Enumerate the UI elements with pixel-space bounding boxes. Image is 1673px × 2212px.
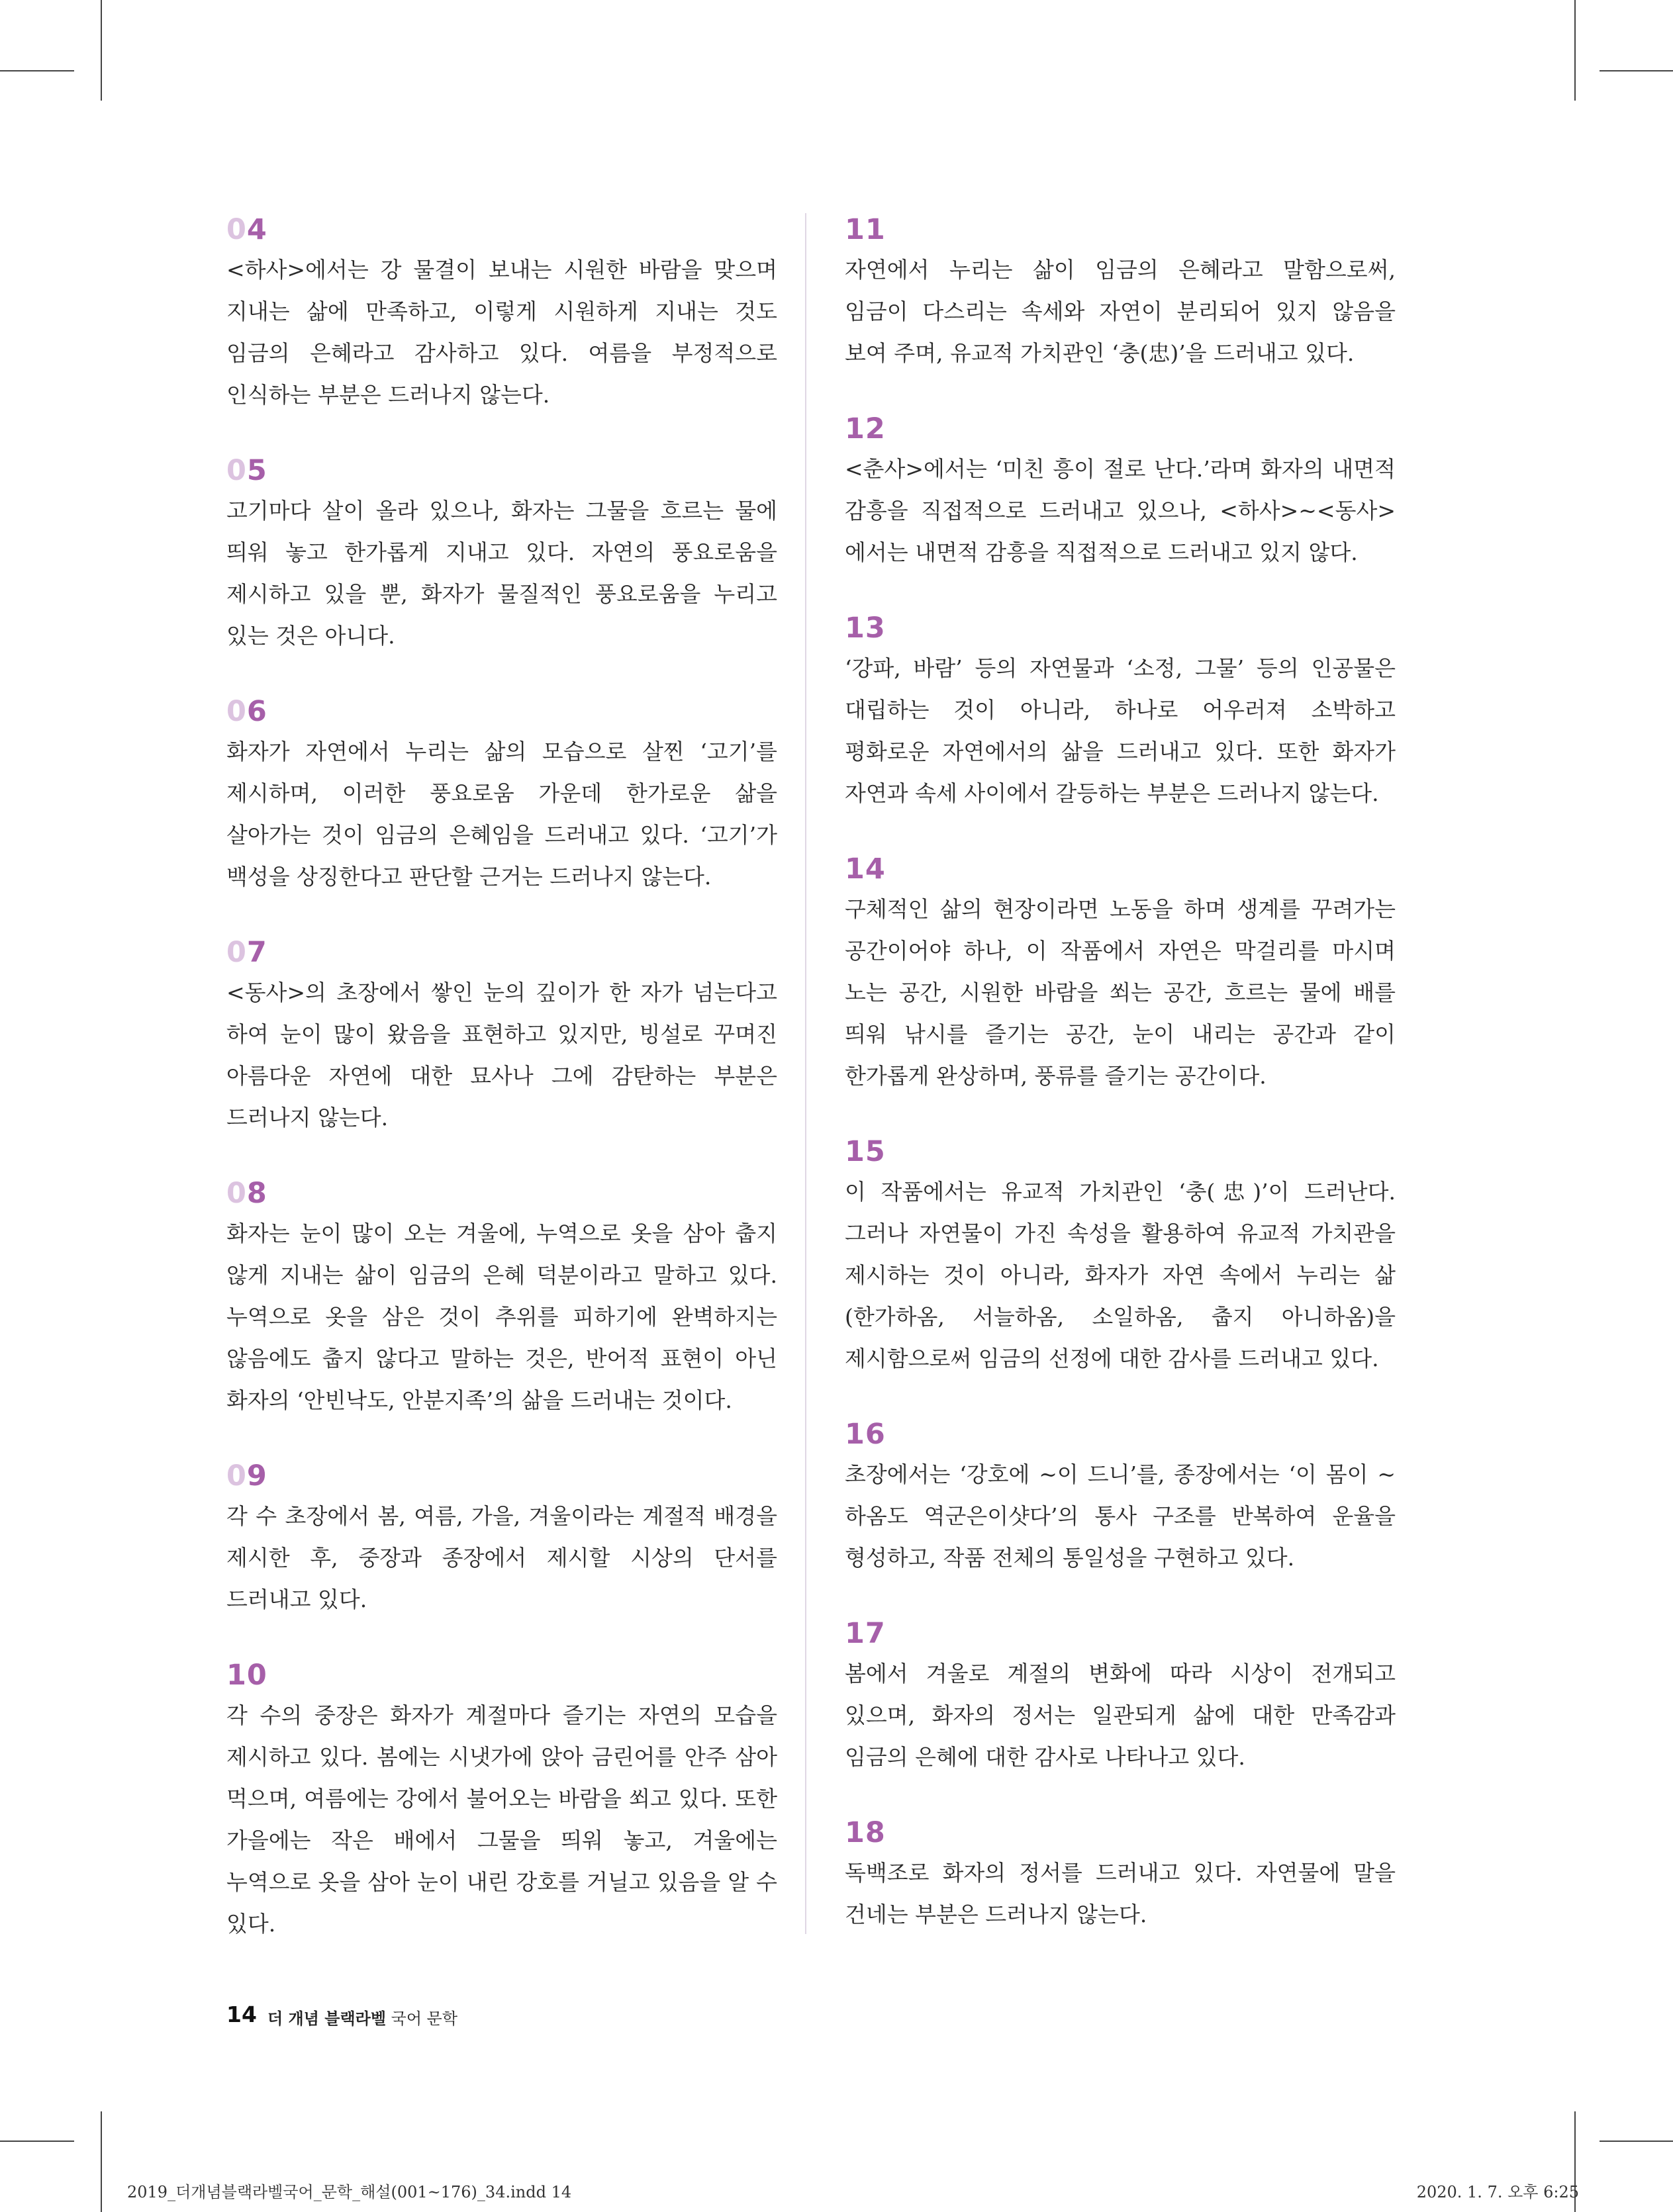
question-number: 04 bbox=[226, 213, 267, 246]
question-number: 11 bbox=[845, 213, 886, 246]
print-slug-filename: 2019_더개념블랙라벨국어_문학_해설(001~176)_34.indd 14 bbox=[127, 2183, 572, 2201]
answer-section bbox=[226, 933, 777, 1138]
crop-mark bbox=[101, 2111, 102, 2212]
page-number: 14 bbox=[226, 2002, 257, 2027]
answer-section bbox=[226, 1457, 777, 1620]
book-subject: 국어 문학 bbox=[391, 2009, 458, 2028]
question-number: 09 bbox=[226, 1459, 267, 1493]
explanation-text: 봄에서 겨울로 계절의 변화에 따라 시상이 전개되고 있으며, 화자의 정서는 일관되게 삶에 대한 만족감과 임금의 은혜에 대한 감사로 나타나고 있다. bbox=[845, 1661, 1396, 1770]
answer-section bbox=[226, 210, 777, 416]
explanation-text: 각 수의 중장은 화자가 계절마다 즐기는 자연의 모습을 제시하고 있다. 봄에는 시냇가에 앉아 금린어를 안주 삼아 먹으며, 여름에는 강에서 불어오는 바람을 쐬고 있다. 또한 가을에는 작은 배에서 그물을 띄워 놓고, 겨울에는 누역으로 옷을 삼아 눈이 내린 강호를 거닐고 있음을 알 수 있다. bbox=[226, 1702, 777, 1937]
crop-mark bbox=[0, 70, 74, 71]
question-number: 06 bbox=[226, 695, 267, 728]
answer-section bbox=[226, 1656, 777, 1945]
crop-mark bbox=[1574, 0, 1576, 101]
crop-mark bbox=[101, 0, 102, 101]
answer-section bbox=[845, 1614, 1396, 1778]
question-number: 10 bbox=[226, 1659, 267, 1692]
answer-section bbox=[845, 850, 1396, 1097]
explanation-text: 자연에서 누리는 삶이 임금의 은혜라고 말함으로써, 임금이 다스리는 속세와 자연이 분리되어 있지 않음을 보여 주며, 유교적 가치관인 ‘충(忠)’을 드러내고 있다. bbox=[845, 257, 1396, 366]
crop-mark bbox=[0, 2141, 74, 2142]
explanation-text: 구체적인 삶의 현장이라면 노동을 하며 생계를 꾸려가는 공간이어야 하나, 이 작품에서 자연은 막걸리를 마시며 노는 공간, 시원한 바람을 쐬는 공간, 흐르는 물에 배를 띄워 낚시를 즐기는 공간, 눈이 내리는 공간과 같이 한가롭게 완상하며, 풍류를 즐기는 공간이다. bbox=[845, 896, 1396, 1089]
left-column bbox=[226, 210, 777, 1945]
question-number: 05 bbox=[226, 454, 267, 487]
book-title-bold: 더 개념 블랙라벨 bbox=[267, 2009, 386, 2028]
question-number: 13 bbox=[845, 612, 886, 645]
crop-mark bbox=[1600, 2141, 1673, 2142]
answer-section bbox=[845, 1415, 1396, 1579]
explanation-text: 고기마다 살이 올라 있으나, 화자는 그물을 흐르는 물에 띄워 놓고 한가롭게 지내고 있다. 자연의 풍요로움을 제시하고 있을 뿐, 화자가 물질적인 풍요로움을 누리고 있는 것은 아니다. bbox=[226, 498, 777, 649]
answer-section bbox=[226, 692, 777, 898]
explanation-text: ‘강파, 바람’ 등의 자연물과 ‘소정, 그물’ 등의 인공물은 대립하는 것이 아니라, 하나로 어우러져 소박하고 평화로운 자연에서의 삶을 드러내고 있다. 또한 화자가 자연과 속세 사이에서 갈등하는 부분은 드러나지 않는다. bbox=[845, 655, 1396, 806]
answer-section bbox=[845, 410, 1396, 573]
print-slug-timestamp: 2020. 1. 7. 오후 6:25 bbox=[1416, 2183, 1579, 2201]
question-number: 12 bbox=[845, 412, 886, 445]
question-number: 07 bbox=[226, 936, 267, 969]
answer-section bbox=[845, 210, 1396, 374]
answer-section bbox=[845, 609, 1396, 814]
question-number: 08 bbox=[226, 1177, 267, 1210]
explanation-text: 이 작품에서는 유교적 가치관인 ‘충(忠)’이 드러난다. 그러나 자연물이 가진 속성을 활용하여 유교적 가치관을 제시하는 것이 아니라, 화자가 자연 속에서 누리는 삶(한가하옴, 서늘하옴, 소일하옴, 춥지 아니하옴)을 제시함으로써 임금의 선정에 대한 감사를 드러내고 있다. bbox=[845, 1179, 1396, 1371]
answer-section bbox=[226, 451, 777, 657]
explanation-text: <동사>의 초장에서 쌓인 눈의 깊이가 한 자가 넘는다고 하여 눈이 많이 왔음을 표현하고 있지만, 빙설로 꾸며진 아름다운 자연에 대한 묘사나 그에 감탄하는 부분은 드러나지 않는다. bbox=[226, 980, 777, 1130]
question-number: 16 bbox=[845, 1418, 886, 1451]
question-number: 18 bbox=[845, 1816, 886, 1849]
answer-section bbox=[226, 1174, 777, 1421]
question-number: 15 bbox=[845, 1135, 886, 1168]
column-divider bbox=[805, 213, 806, 1934]
running-footer-title bbox=[267, 2005, 457, 2029]
explanation-text: <춘사>에서는 ‘미친 흥이 절로 난다.’라며 화자의 내면적 감흥을 직접적으로 드러내고 있으나, <하사>~<동사>에서는 내면적 감흥을 직접적으로 드러내고 있지 않다. bbox=[845, 456, 1396, 565]
crop-mark bbox=[1600, 70, 1673, 71]
question-number: 14 bbox=[845, 853, 886, 886]
right-column bbox=[845, 210, 1396, 1935]
explanation-text: 독백조로 화자의 정서를 드러내고 있다. 자연물에 말을 건네는 부분은 드러나지 않는다. bbox=[845, 1860, 1396, 1927]
explanation-text: 화자는 눈이 많이 오는 겨울에, 누역으로 옷을 삼아 춥지 않게 지내는 삶이 임금의 은혜 덕분이라고 말하고 있다. 누역으로 옷을 삼은 것이 추위를 피하기에 완벽하지는 않음에도 춥지 않다고 말하는 것은, 반어적 표현이 아닌 화자의 ‘안빈낙도, 안분지족’의 삶을 드러내는 것이다. bbox=[226, 1221, 777, 1413]
explanation-text: 각 수 초장에서 봄, 여름, 가을, 겨울이라는 계절적 배경을 제시한 후, 중장과 종장에서 제시할 시상의 단서를 드러내고 있다. bbox=[226, 1503, 777, 1612]
explanation-text: <하사>에서는 강 물결이 보내는 시원한 바람을 맞으며 지내는 삶에 만족하고, 이렇게 시원하게 지내는 것도 임금의 은혜라고 감사하고 있다. 여름을 부정적으로 인식하는 부분은 드러나지 않는다. bbox=[226, 257, 777, 408]
question-number: 17 bbox=[845, 1617, 886, 1650]
explanation-text: 화자가 자연에서 누리는 삶의 모습으로 살찐 ‘고기’를 제시하며, 이러한 풍요로움 가운데 한가로운 삶을 살아가는 것이 임금의 은혜임을 드러내고 있다. ‘고기’가 백성을 상징한다고 판단할 근거는 드러나지 않는다. bbox=[226, 739, 777, 890]
answer-section bbox=[845, 1132, 1396, 1379]
explanation-text: 초장에서는 ‘강호에 ~이 드니’를, 종장에서는 ‘이 몸이 ~하옴도 역군은이샷다’의 통사 구조를 반복하여 운율을 형성하고, 작품 전체의 통일성을 구현하고 있다. bbox=[845, 1461, 1396, 1571]
answer-section bbox=[845, 1814, 1396, 1935]
